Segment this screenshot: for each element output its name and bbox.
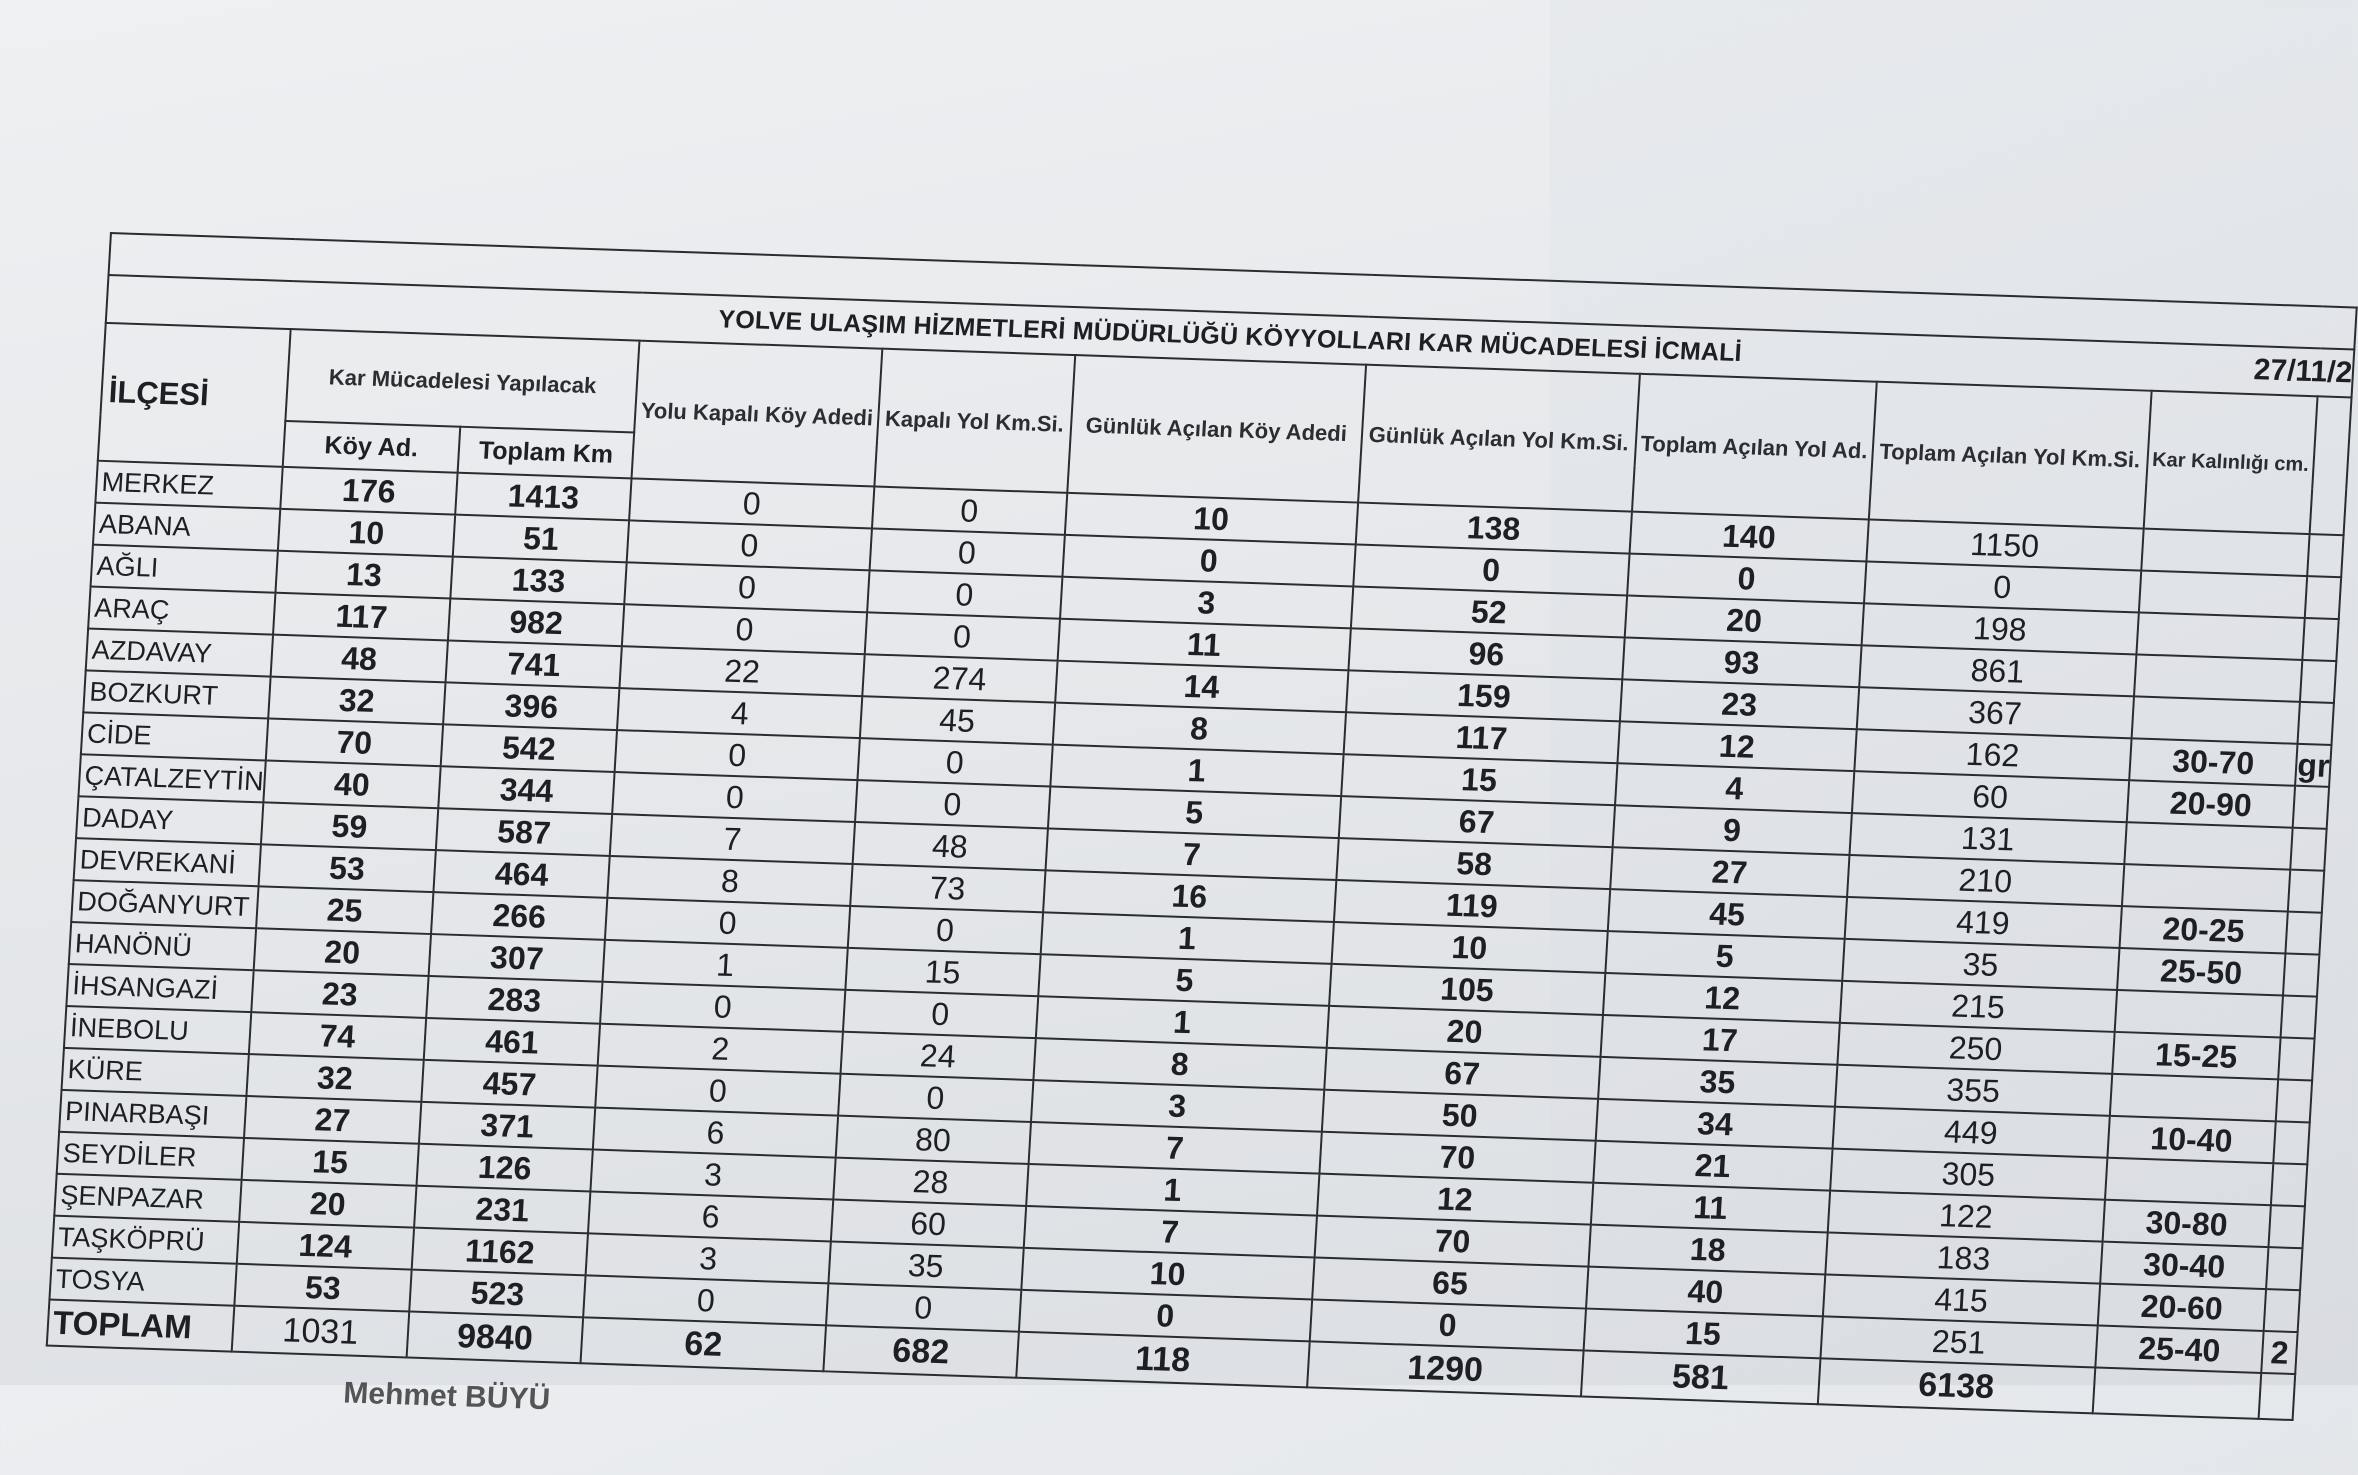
total-opened-road-count: 11 bbox=[1591, 1183, 1830, 1233]
closed-villages: 0 bbox=[615, 730, 860, 780]
total-opened-road-km: 60 bbox=[1852, 771, 2129, 822]
edge-note bbox=[2300, 660, 2336, 703]
daily-opened-villages: 10 bbox=[1064, 493, 1357, 545]
total-edge-cell bbox=[2259, 1373, 2296, 1420]
daily-opened-road-km: 117 bbox=[1343, 712, 1619, 763]
district-name: SEYDİLER bbox=[57, 1132, 244, 1180]
closed-road-km: 0 bbox=[826, 1283, 1021, 1331]
total-opened-road-count: 4 bbox=[1615, 763, 1854, 813]
total-opened-road-km: 198 bbox=[1861, 603, 2138, 654]
daily-opened-villages: 11 bbox=[1057, 619, 1350, 671]
total-km-header: Toplam Km bbox=[457, 427, 634, 479]
total-km: 231 bbox=[414, 1186, 591, 1234]
total-opened-road-km: 0 bbox=[1864, 561, 2141, 612]
district-rows bbox=[49, 461, 2343, 1374]
edge-note bbox=[2288, 870, 2324, 913]
closed-road-km: 15 bbox=[845, 948, 1040, 996]
total-opened-road-count: 5 bbox=[1605, 931, 1844, 981]
edge-note bbox=[2264, 1289, 2300, 1332]
total-opened-road-km: 355 bbox=[1835, 1065, 2112, 1116]
snow-depth: 30-70 bbox=[2129, 738, 2298, 785]
village-count: 20 bbox=[239, 1180, 416, 1228]
district-name: HANÖNÜ bbox=[69, 922, 256, 970]
closed-villages: 8 bbox=[608, 856, 853, 906]
daily-opened-villages: 5 bbox=[1038, 954, 1331, 1006]
daily-opened-villages: 3 bbox=[1060, 577, 1353, 629]
daily-opened-villages: 1 bbox=[1050, 745, 1343, 797]
daily-opened-road-km: 159 bbox=[1346, 670, 1622, 721]
village-count: 25 bbox=[256, 886, 433, 934]
daily-opened-villages-header: Günlük Açılan Köy Adedi bbox=[1067, 355, 1366, 502]
daily-opened-villages: 8 bbox=[1033, 1038, 1326, 1090]
total-km: 266 bbox=[431, 892, 608, 940]
total-opened-road-km-header: Toplam Açılan Yol Km.Si. bbox=[1869, 382, 2152, 529]
closed-villages: 2 bbox=[598, 1024, 843, 1074]
total-opened-road-km: 250 bbox=[1837, 1023, 2114, 1074]
daily-opened-villages: 16 bbox=[1043, 870, 1336, 922]
total-km: 587 bbox=[436, 808, 613, 856]
total-km: 51 bbox=[453, 515, 630, 563]
snow-report-table bbox=[46, 232, 2358, 1421]
edge-note bbox=[2269, 1205, 2305, 1248]
village-count: 13 bbox=[275, 551, 452, 599]
district-name: DOĞANYURT bbox=[71, 880, 258, 928]
edge-note bbox=[2293, 786, 2329, 829]
closed-road-km: 0 bbox=[867, 570, 1062, 618]
total-km: 1413 bbox=[455, 473, 632, 521]
total-opened-road-km: 131 bbox=[1849, 813, 2126, 864]
closed-villages: 0 bbox=[613, 772, 858, 822]
district-name: AZDAVAY bbox=[86, 628, 273, 676]
total-opened-road-count: 18 bbox=[1588, 1225, 1827, 1275]
district-name: PINARBAŞI bbox=[59, 1090, 246, 1138]
closed-villages: 3 bbox=[591, 1150, 836, 1200]
edge-note: 2 bbox=[2261, 1331, 2297, 1374]
village-count: 10 bbox=[278, 509, 455, 557]
total-opened-road-km: 305 bbox=[1830, 1149, 2107, 1200]
edge-note bbox=[2305, 576, 2341, 619]
snow-depth bbox=[2109, 1074, 2278, 1121]
closed-road-km: 45 bbox=[860, 696, 1055, 744]
district-name: İHSANGAZİ bbox=[66, 964, 253, 1012]
daily-opened-road-km: 138 bbox=[1355, 503, 1631, 554]
snow-depth: 30-80 bbox=[2102, 1200, 2271, 1247]
closed-villages: 7 bbox=[610, 814, 855, 864]
closed-road-km: 0 bbox=[843, 990, 1038, 1038]
daily-opened-road-km-header: Günlük Açılan Yol Km.Si. bbox=[1358, 365, 1640, 512]
closed-road-km: 0 bbox=[872, 486, 1067, 534]
total-opened-road-km: 183 bbox=[1825, 1232, 2102, 1283]
closed-villages: 0 bbox=[625, 562, 870, 612]
total-km: 9840 bbox=[406, 1312, 583, 1364]
village-count: 124 bbox=[237, 1222, 414, 1270]
village-count: 15 bbox=[242, 1138, 419, 1186]
snow-depth: 20-90 bbox=[2126, 780, 2295, 827]
edge-note bbox=[2286, 912, 2322, 955]
total-opened-road-km: 861 bbox=[1859, 645, 2136, 696]
daily-opened-villages: 7 bbox=[1023, 1206, 1316, 1258]
village-count: 27 bbox=[244, 1096, 421, 1144]
total-label: TOPLAM bbox=[47, 1300, 235, 1352]
edge-note bbox=[2266, 1247, 2302, 1290]
total-opened-road-count: 20 bbox=[1624, 595, 1863, 645]
village-count: 40 bbox=[263, 760, 440, 808]
closed-road-km: 0 bbox=[855, 780, 1050, 828]
snow-depth: 30-40 bbox=[2100, 1242, 2269, 1289]
district-name: KÜRE bbox=[62, 1048, 249, 1096]
closed-road-km: 73 bbox=[850, 864, 1045, 912]
edge-note bbox=[2278, 1037, 2314, 1080]
daily-opened-road-km: 96 bbox=[1348, 628, 1624, 679]
closed-road-km: 28 bbox=[833, 1158, 1028, 1206]
closed-villages: 4 bbox=[617, 688, 862, 738]
total-opened-road-count: 40 bbox=[1586, 1267, 1825, 1317]
daily-opened-road-km: 67 bbox=[1339, 796, 1615, 847]
daily-opened-road-km: 15 bbox=[1341, 754, 1617, 805]
total-opened-road-count: 23 bbox=[1620, 679, 1859, 729]
total-opened-road-km: 210 bbox=[1847, 855, 2124, 906]
district-name: CİDE bbox=[81, 712, 268, 760]
total-opened-road-km: 449 bbox=[1832, 1107, 2109, 1158]
district-name: DEVREKANİ bbox=[74, 838, 261, 886]
total-opened-road-count: 34 bbox=[1595, 1099, 1834, 1149]
edge-note bbox=[2276, 1079, 2312, 1122]
closed-villages-header: Yolu Kapalı Köy Adedi bbox=[632, 341, 882, 487]
district-name: DADAY bbox=[76, 796, 263, 844]
total-km: 133 bbox=[450, 557, 627, 605]
total-opened-road-km: 1150 bbox=[1866, 519, 2143, 570]
total-daily-opened-road-km: 1290 bbox=[1307, 1341, 1583, 1396]
district-header: İLÇESİ bbox=[98, 323, 291, 467]
total-opened-road-km: 419 bbox=[1844, 897, 2121, 948]
snow-fight-group-header: Kar Mücadelesi Yapılacak bbox=[285, 329, 640, 432]
closed-road-km: 0 bbox=[857, 738, 1052, 786]
total-village-count: 1031 bbox=[232, 1306, 409, 1358]
district-name: ARAÇ bbox=[88, 587, 275, 635]
district-name: ABANA bbox=[93, 503, 280, 551]
edge-note bbox=[2281, 995, 2317, 1038]
edge-note bbox=[2290, 828, 2326, 871]
village-count: 48 bbox=[271, 635, 448, 683]
snow-depth bbox=[2138, 571, 2307, 618]
closed-villages: 22 bbox=[620, 646, 865, 696]
total-opened-road-count: 140 bbox=[1629, 512, 1868, 562]
total-daily-opened-villages: 118 bbox=[1016, 1332, 1310, 1388]
daily-opened-villages: 8 bbox=[1052, 703, 1345, 755]
daily-opened-villages: 0 bbox=[1019, 1290, 1312, 1342]
total-opened-road-count: 45 bbox=[1608, 889, 1847, 939]
total-opened-road-count: 581 bbox=[1581, 1350, 1820, 1404]
district-name: TOSYA bbox=[49, 1258, 236, 1306]
snow-depth: 20-60 bbox=[2097, 1284, 2266, 1331]
daily-opened-villages: 14 bbox=[1055, 661, 1348, 713]
district-name: TAŞKÖPRÜ bbox=[52, 1216, 239, 1264]
daily-opened-villages: 7 bbox=[1028, 1122, 1321, 1174]
total-closed-road-km: 682 bbox=[823, 1325, 1018, 1377]
total-km: 982 bbox=[448, 598, 625, 646]
total-km: 523 bbox=[409, 1270, 586, 1318]
daily-opened-villages: 5 bbox=[1048, 786, 1341, 838]
daily-opened-villages: 3 bbox=[1031, 1080, 1324, 1132]
village-count-header: Köy Ad. bbox=[283, 421, 460, 473]
total-opened-road-km: 6138 bbox=[1818, 1358, 2095, 1413]
snow-depth-header: Kar Kalınlığı cm. bbox=[2143, 391, 2318, 534]
snow-depth: 15-25 bbox=[2112, 1032, 2281, 1079]
edge-note bbox=[2298, 702, 2334, 745]
daily-opened-road-km: 105 bbox=[1329, 964, 1605, 1015]
total-opened-road-count: 27 bbox=[1610, 847, 1849, 897]
total-opened-road-count: 93 bbox=[1622, 637, 1861, 687]
edge-note bbox=[2274, 1121, 2310, 1164]
closed-road-km: 80 bbox=[835, 1116, 1030, 1164]
closed-road-km: 24 bbox=[840, 1032, 1035, 1080]
closed-villages: 6 bbox=[593, 1108, 838, 1158]
total-opened-road-km: 35 bbox=[1842, 939, 2119, 990]
daily-opened-road-km: 67 bbox=[1324, 1048, 1600, 1099]
closed-road-km: 48 bbox=[852, 822, 1047, 870]
district-name: AĞLI bbox=[91, 545, 278, 593]
snow-depth: 10-40 bbox=[2107, 1116, 2276, 1163]
edge-header-cell bbox=[2310, 396, 2352, 535]
edge-note bbox=[2307, 534, 2343, 577]
total-km: 283 bbox=[426, 976, 603, 1024]
total-opened-road-count: 35 bbox=[1598, 1057, 1837, 1107]
total-opened-road-count: 12 bbox=[1603, 973, 1842, 1023]
daily-opened-villages: 1 bbox=[1035, 996, 1328, 1048]
total-opened-road-count: 21 bbox=[1593, 1141, 1832, 1191]
daily-opened-road-km: 10 bbox=[1331, 922, 1607, 973]
snow-depth bbox=[2121, 864, 2290, 911]
edge-note bbox=[2271, 1163, 2307, 1206]
daily-opened-road-km: 52 bbox=[1351, 586, 1627, 637]
report-date: 27/11/2 bbox=[2252, 353, 2354, 390]
daily-opened-road-km: 65 bbox=[1312, 1257, 1588, 1308]
district-name: ÇATALZEYTİN bbox=[78, 754, 265, 802]
closed-villages: 0 bbox=[584, 1275, 829, 1325]
district-name: MERKEZ bbox=[95, 461, 282, 509]
district-name: BOZKURT bbox=[83, 670, 270, 718]
total-opened-road-km: 415 bbox=[1823, 1274, 2100, 1325]
district-name: İNEBOLU bbox=[64, 1006, 251, 1054]
village-count: 117 bbox=[273, 593, 450, 641]
total-closed-villages: 62 bbox=[581, 1317, 826, 1371]
snow-depth bbox=[2131, 696, 2300, 743]
closed-road-km-header: Kapalı Yol Km.Si. bbox=[874, 349, 1075, 493]
daily-opened-road-km: 70 bbox=[1319, 1132, 1595, 1183]
daily-opened-road-km: 119 bbox=[1334, 880, 1610, 931]
daily-opened-villages: 1 bbox=[1026, 1164, 1319, 1216]
snow-depth bbox=[2141, 529, 2310, 576]
snow-depth bbox=[2105, 1158, 2274, 1205]
total-opened-road-count: 12 bbox=[1617, 721, 1856, 771]
daily-opened-villages: 10 bbox=[1021, 1248, 1314, 1300]
daily-opened-road-km: 50 bbox=[1322, 1090, 1598, 1141]
closed-road-km: 0 bbox=[847, 906, 1042, 954]
district-name: ŞENPAZAR bbox=[54, 1174, 241, 1222]
snow-depth: 25-40 bbox=[2095, 1325, 2264, 1372]
closed-villages: 6 bbox=[588, 1191, 833, 1241]
village-count: 20 bbox=[254, 928, 431, 976]
closed-villages: 3 bbox=[586, 1233, 831, 1283]
total-km: 461 bbox=[423, 1018, 600, 1066]
total-km: 371 bbox=[419, 1102, 596, 1150]
total-opened-road-km: 367 bbox=[1856, 687, 2133, 738]
closed-villages: 0 bbox=[622, 604, 867, 654]
edge-note bbox=[2303, 618, 2339, 661]
total-km: 344 bbox=[438, 766, 615, 814]
total-km: 126 bbox=[416, 1144, 593, 1192]
edge-note: gr bbox=[2295, 744, 2331, 787]
village-count: 32 bbox=[268, 677, 445, 725]
snow-depth: 25-50 bbox=[2117, 948, 2286, 995]
total-km: 1162 bbox=[411, 1228, 588, 1276]
daily-opened-villages: 0 bbox=[1062, 535, 1355, 587]
closed-villages: 0 bbox=[596, 1066, 841, 1116]
total-opened-road-km: 122 bbox=[1827, 1191, 2104, 1242]
total-opened-road-count-header: Toplam Açılan Yol Ad. bbox=[1632, 374, 1877, 520]
total-km: 464 bbox=[433, 850, 610, 898]
daily-opened-road-km: 20 bbox=[1326, 1006, 1602, 1057]
village-count: 23 bbox=[251, 970, 428, 1018]
snow-depth bbox=[2124, 822, 2293, 869]
total-opened-road-count: 17 bbox=[1600, 1015, 1839, 1065]
daily-opened-road-km: 0 bbox=[1353, 544, 1629, 595]
daily-opened-villages: 7 bbox=[1045, 828, 1338, 880]
total-opened-road-count: 15 bbox=[1583, 1309, 1822, 1359]
village-count: 32 bbox=[246, 1054, 423, 1102]
closed-road-km: 60 bbox=[831, 1200, 1026, 1248]
report-title: YOLVE ULAŞIM HİZMETLERİ MÜDÜRLÜĞÜ KÖYYOLLARI KAR MÜCADELESİ İCMALİ bbox=[717, 304, 1743, 367]
snow-depth bbox=[2136, 612, 2305, 659]
daily-opened-road-km: 12 bbox=[1317, 1174, 1593, 1225]
closed-villages: 0 bbox=[601, 982, 846, 1032]
total-km: 396 bbox=[443, 682, 620, 730]
closed-road-km: 0 bbox=[838, 1074, 1033, 1122]
closed-road-km: 0 bbox=[864, 612, 1059, 660]
total-opened-road-count: 0 bbox=[1627, 554, 1866, 604]
village-count: 74 bbox=[249, 1012, 426, 1060]
village-count: 59 bbox=[261, 802, 438, 850]
closed-villages: 1 bbox=[603, 940, 848, 990]
total-opened-road-km: 251 bbox=[1820, 1316, 2097, 1367]
closed-road-km: 0 bbox=[869, 528, 1064, 576]
snow-depth: 20-25 bbox=[2119, 906, 2288, 953]
total-km: 457 bbox=[421, 1060, 598, 1108]
total-km: 741 bbox=[445, 640, 622, 688]
snow-depth bbox=[2114, 990, 2283, 1037]
closed-road-km: 274 bbox=[862, 654, 1057, 702]
closed-villages: 0 bbox=[627, 520, 872, 570]
report-sheet bbox=[46, 232, 2354, 1417]
signature-partial: Mehmet BÜYÜ bbox=[342, 1376, 552, 1417]
total-km: 307 bbox=[428, 934, 605, 982]
total-km: 542 bbox=[440, 724, 617, 772]
village-count: 53 bbox=[259, 844, 436, 892]
total-opened-road-km: 162 bbox=[1854, 729, 2131, 780]
village-count: 176 bbox=[280, 467, 457, 515]
total-snow-depth bbox=[2092, 1367, 2261, 1418]
snow-depth bbox=[2134, 654, 2303, 701]
edge-note bbox=[2283, 954, 2319, 997]
daily-opened-road-km: 0 bbox=[1310, 1299, 1586, 1350]
total-opened-road-km: 215 bbox=[1840, 981, 2117, 1032]
daily-opened-road-km: 58 bbox=[1336, 838, 1612, 889]
village-count: 70 bbox=[266, 719, 443, 767]
closed-villages: 0 bbox=[605, 898, 850, 948]
daily-opened-road-km: 70 bbox=[1314, 1216, 1590, 1267]
village-count: 53 bbox=[234, 1264, 411, 1312]
closed-villages: 0 bbox=[630, 478, 875, 528]
daily-opened-villages: 1 bbox=[1040, 912, 1333, 964]
total-opened-road-count: 9 bbox=[1612, 805, 1851, 855]
closed-road-km: 35 bbox=[828, 1241, 1023, 1289]
